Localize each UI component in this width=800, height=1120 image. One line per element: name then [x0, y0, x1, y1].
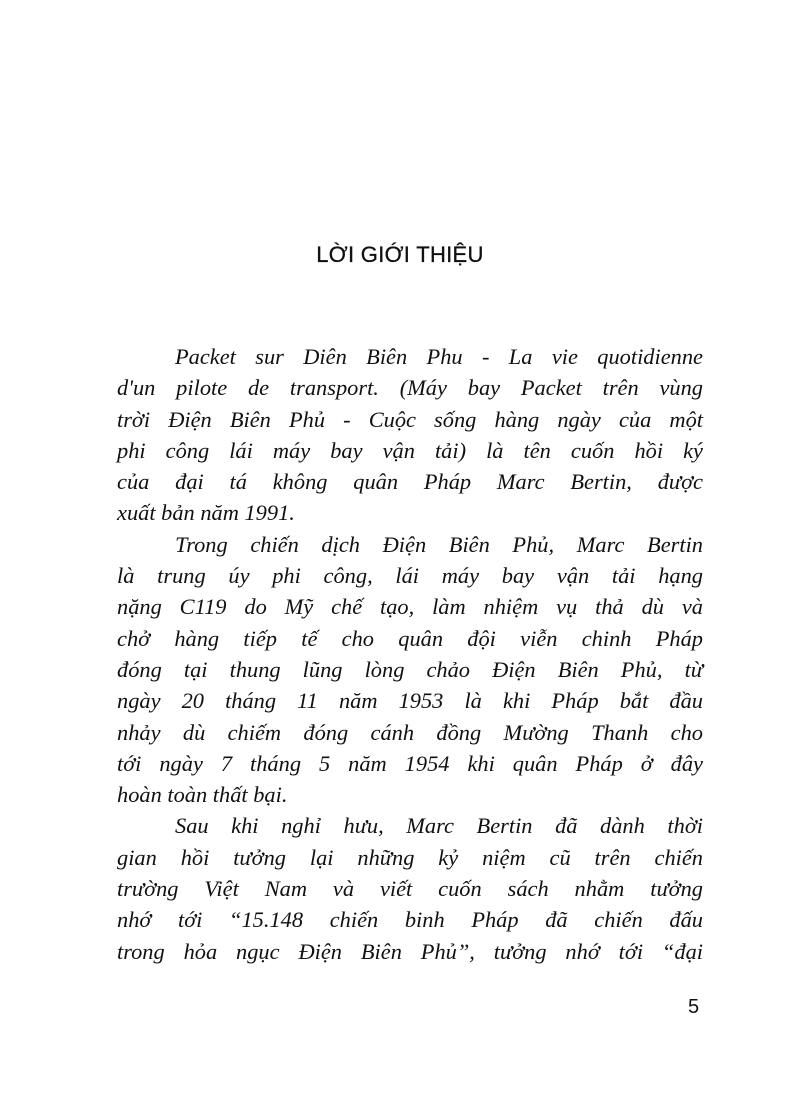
text-line: nhớ tới “15.148 chiến binh Pháp đã chiến đấu	[117, 907, 703, 933]
text-line: trong hỏa ngục Điện Biên Phủ”, tưởng nhớ tới “đại	[117, 938, 703, 964]
text-line: ngày 20 tháng 11 năm 1953 là khi Pháp bắt đầu	[117, 688, 703, 714]
text-line: Sau khi nghỉ hưu, Marc Bertin đã dành thời	[175, 813, 703, 839]
text-line: phi công lái máy bay vận tải) là tên cuốn hồi ký	[117, 437, 703, 463]
text-line: tới ngày 7 tháng 5 năm 1954 khi quân Pháp ở đây	[117, 750, 703, 776]
chapter-title: LỜI GIỚI THIỆU	[316, 242, 484, 267]
text-line: d'un pilote de transport. (Máy bay Packet trên vùng	[117, 375, 703, 401]
body-text	[117, 341, 703, 967]
text-line: trường Việt Nam và viết cuốn sách nhằm tưởng	[117, 876, 703, 902]
page-number: 5	[688, 996, 700, 1018]
text-line: là trung úy phi công, lái máy bay vận tải hạng	[117, 563, 703, 589]
text-line: xuất bản năm 1991.	[117, 500, 295, 526]
text-line: của đại tá không quân Pháp Marc Bertin, được	[117, 469, 703, 495]
text-line: gian hồi tưởng lại những kỷ niệm cũ trên chiến	[117, 844, 703, 870]
text-line: Packet sur Diên Biên Phu - La vie quotidienne	[175, 344, 703, 369]
text-line: trời Điện Biên Phủ - Cuộc sống hàng ngày của một	[117, 406, 703, 432]
text-line: nhảy dù chiếm đóng cánh đồng Mường Thanh cho	[117, 719, 703, 745]
text-line: chở hàng tiếp tế cho quân đội viễn chinh Pháp	[117, 625, 703, 651]
text-line: hoàn toàn thất bại.	[117, 782, 288, 808]
text-line: đóng tại thung lũng lòng chảo Điện Biên Phủ, từ	[117, 656, 703, 682]
text-line: nặng C119 do Mỹ chế tạo, làm nhiệm vụ thả dù và	[117, 594, 703, 620]
text-line: Trong chiến dịch Điện Biên Phủ, Marc Bertin	[175, 531, 703, 557]
